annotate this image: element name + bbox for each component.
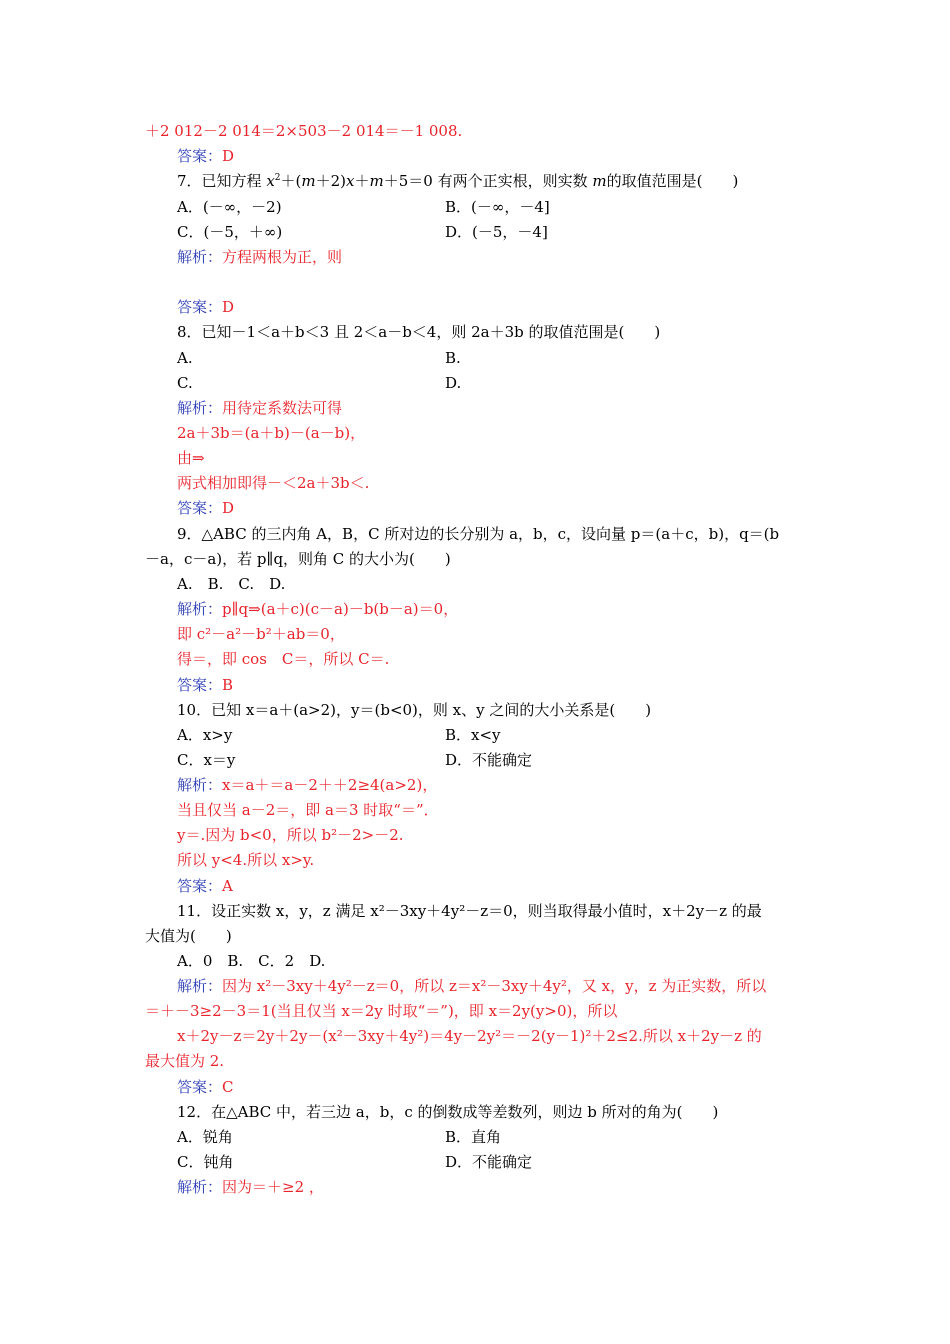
answer-label: 答案：	[177, 147, 223, 165]
question-8-option-c: C.	[177, 374, 193, 392]
question-10-option-c: C．x＝y	[177, 751, 236, 769]
question-12-option-c: C．钝角	[177, 1153, 234, 1171]
question-10-solution-2: 当且仅当 a－2＝，即 a＝3 时取“＝”．	[177, 801, 439, 819]
question-10-option-d: D．不能确定	[445, 751, 533, 769]
question-9-stem-2: －a，c－a)，若 p∥q，则角 C 的大小为( )	[145, 550, 451, 568]
question-8-option-d: D.	[445, 374, 462, 392]
question-7-option-c: C．(－5，＋∞)	[177, 223, 283, 241]
question-7-solution: 解析：方程两根为正，则	[177, 248, 343, 266]
question-7-answer: 答案：D	[177, 298, 235, 316]
question-11-stem-2: 大值为( )	[145, 927, 232, 945]
question-7-option-d: D．(－5，－4]	[445, 223, 548, 241]
question-11-options: A．0 B. C．2 D.	[177, 952, 326, 970]
question-8-option-b: B.	[445, 349, 461, 367]
answer-value: D	[222, 147, 235, 165]
question-11-solution-3: x＋2y－z＝2y＋2y－(x²－3xy＋4y²)＝4y－2y²＝－2(y－1)²＋2≤2.所以 x＋2y－z 的	[177, 1027, 762, 1045]
question-9-solution-1: 解析：p∥q⇒(a＋c)(c－a)－b(b－a)＝0，	[177, 600, 459, 618]
question-9-options: A. B. C. D.	[177, 575, 286, 593]
question-8-solution-1: 解析：用待定系数法可得	[177, 399, 343, 417]
question-10-solution-3: y＝.因为 b<0，所以 b²－2>－2.	[177, 826, 404, 844]
question-11-answer: 答案：C	[177, 1078, 234, 1096]
question-8-stem: 8．已知－1＜a＋b＜3 且 2＜a－b＜4，则 2a＋3b 的取值范围是( )	[177, 323, 661, 341]
question-9-solution-3: 得＝，即 cos C＝，所以 C＝.	[177, 650, 390, 668]
question-9-solution-2: 即 c²－a²－b²＋ab＝0，	[177, 625, 345, 643]
question-8-solution-2: 2a＋3b＝(a＋b)－(a－b)，	[177, 424, 366, 442]
question-8-option-a: A.	[177, 349, 193, 367]
question-10-option-a: A．x>y	[177, 726, 233, 744]
question-8-answer: 答案：D	[177, 499, 235, 517]
question-10-solution-1: 解析：x＝a＋＝a－2＋＋2≥4(a>2)，	[177, 776, 438, 794]
question-10-option-b: B．x<y	[445, 726, 501, 744]
question-10-solution-4: 所以 y<4.所以 x>y.	[177, 851, 315, 869]
question-11-solution-4: 最大值为 2.	[145, 1052, 225, 1070]
question-8-solution-3: 由⇒	[177, 449, 205, 467]
answer-line-6	[177, 146, 234, 166]
question-12-option-a: A．锐角	[177, 1128, 233, 1146]
question-7-option-a: A．(－∞，－2)	[177, 198, 282, 216]
question-12-option-d: D．不能确定	[445, 1153, 533, 1171]
question-8-solution-4: 两式相加即得－＜2a＋3b＜.	[177, 474, 370, 492]
question-12-solution-1: 解析：因为＝＋≥2 ，	[177, 1178, 324, 1196]
question-11-solution-1: 解析：因为 x²－3xy＋4y²－z＝0，所以 z＝x²－3xy＋4y²，又 x，y，z 为正实数，所以	[177, 977, 767, 995]
continuation-line: ＋2 012－2 014＝2×503－2 014＝－1 008.	[145, 122, 463, 140]
question-11-stem-1: 11．设正实数 x，y，z 满足 x²－3xy＋4y²－z＝0，则当取得最小值时，x＋2y－z 的最	[177, 902, 762, 920]
question-9-answer: 答案：B	[177, 676, 234, 694]
question-12-stem: 12．在△ABC 中，若三边 a，b，c 的倒数成等差数列，则边 b 所对的角为( )	[177, 1103, 719, 1121]
question-10-stem: 10．已知 x＝a＋(a>2)，y＝(b<0)，则 x、y 之间的大小关系是( )	[177, 701, 652, 719]
question-11-solution-2: ＝＋－3≥2－3＝1(当且仅当 x＝2y 时取“＝”)，即 x＝2y(y>0)，所以	[145, 1002, 618, 1020]
question-7-option-b: B．(－∞，－4]	[445, 198, 550, 216]
question-7-stem: 7．已知方程 $x^2+(m+2)x+m+5=0$ 有两个正实根，则实数 m的取值范围是( )	[177, 172, 739, 190]
question-10-answer: 答案：A	[177, 877, 233, 895]
question-9-stem-1: 9．△ABC 的三内角 A，B，C 所对边的长分别为 a，b，c，设向量 p＝(a＋c，b)，q＝(b	[177, 525, 780, 543]
question-12-option-b: B．直角	[445, 1128, 502, 1146]
